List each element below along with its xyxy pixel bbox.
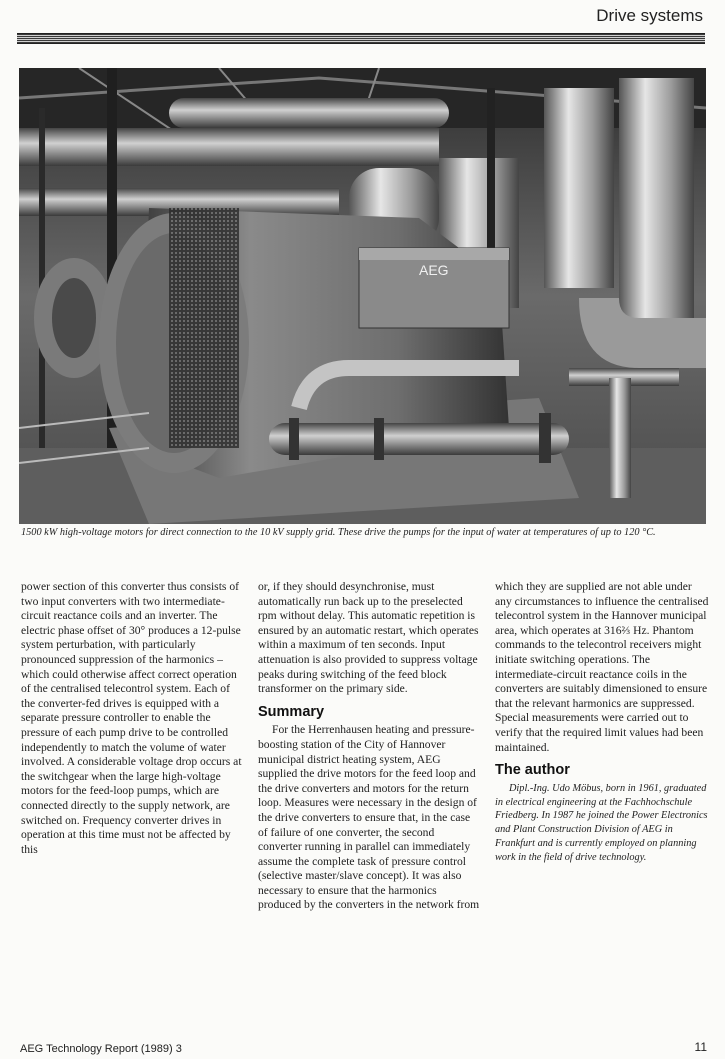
author-heading: The author bbox=[495, 762, 570, 779]
summary-heading: Summary bbox=[258, 703, 325, 720]
paragraph: or, if they should desynchronise, must automatically run back up to the preselected rpm without delay. This automatic repetition is ensured by an automatic restart, which operates within a maximum of ten seconds. Input attenuation is also provided to suppress voltage peaks during switching of the feed block transformer on the primary side. bbox=[258, 580, 479, 696]
photo-caption: 1500 kW high-voltage motors for direct connection to the 10 kV supply grid. These drive the pumps for the input of water at temperatures of up to 120 °C. bbox=[21, 527, 656, 538]
motor-photo bbox=[19, 68, 706, 524]
paragraph: which they are supplied are not able under any circumstances to influence the centralised telecontrol system in the Hannover municipal area, which operates at 316⅔ Hz. Phantom commands to the telecontrol receivers might initiate switching operations. The intermediate-circuit reactance coils in the converters are suitably dimensioned to ensure that the relevant harmonics are suppressed. Special measurements were carried out to verify that the required limit values had been maintained. bbox=[495, 580, 709, 754]
text-column-3 bbox=[495, 580, 711, 865]
section-title: Drive systems bbox=[596, 6, 703, 25]
paragraph: For the Herrenhausen heating and pressure-boosting station of the City of Hannover municipal district heating system, AEG supplied the drive motors for the feed loop and the drive converters and motors for the return loop. Measures were necessary in the design of the drive converters to ensure that, in the case of failure of one converter, the second converter running in parallel can immediately assume the complete task of pressure control (selective master/slave concept). It was also necessary to ensure that the harmonics produced by the converters in the network from bbox=[258, 723, 480, 912]
author-bio: Dipl.-Ing. Udo Möbus, born in 1961, graduated in electrical engineering at the Fachhochschule Friedberg. In 1987 he joined the Power Electronics and Plant Construction Division of AEG in Frankfurt and is currently employed on planning work in the field of drive technology. bbox=[495, 782, 708, 863]
publication-footer: AEG Technology Report (1989) 3 bbox=[20, 1043, 182, 1055]
text-column-2 bbox=[258, 580, 480, 913]
paragraph: power section of this converter thus consists of two input converters with two intermediate-circuit reactance coils and an inverter. The electric phase offset of 30° produces a 12-pulse system perturbation, with particularly pronounced suppression of the harmonics – which could otherwise affect correct operation of the centralised telecontrol system. Each of the converter-fed drives is equipped with a separate pressure controller to enable the pressure of each pump drive to be controlled independently to match the volume of water involved. A considerable voltage drop occurs at the switchgear when the large high-voltage motors for the feed-loop pumps, which are connected directly to the supply network, are switched on. Frequency converter drives in operation at this time must not be affected by this bbox=[21, 580, 242, 856]
page-number: 11 bbox=[694, 1040, 707, 1054]
aeg-logo: AEG bbox=[419, 262, 449, 278]
text-column-1 bbox=[21, 580, 243, 857]
header-rule bbox=[17, 33, 705, 44]
